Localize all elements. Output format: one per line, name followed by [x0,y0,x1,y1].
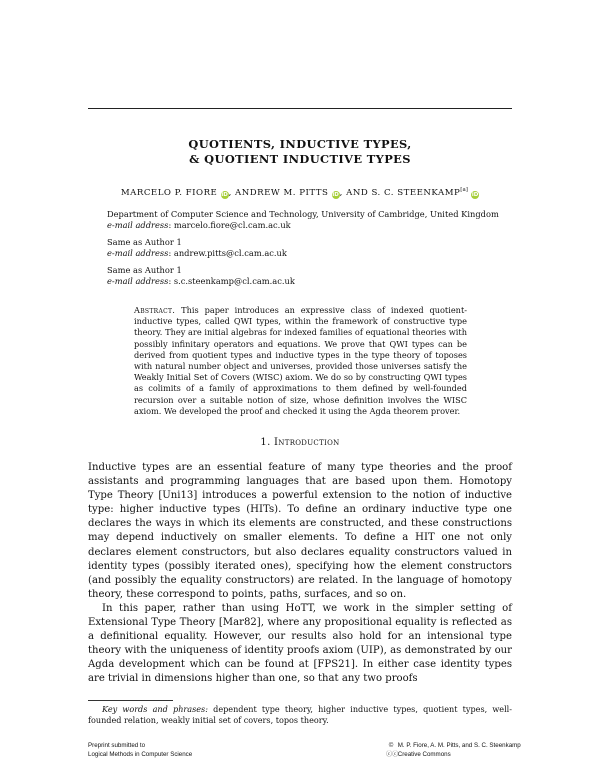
footer-license [386,742,521,759]
paper-title-line-1: QUOTIENTS, INDUCTIVE TYPES, [188,137,412,151]
author-name: S. C. STEENKAMP [371,187,461,198]
footer-preprint-note [88,742,192,759]
author-list [88,185,512,199]
footnote-keywords [88,704,512,725]
author-name: MARCELO P. FIORE [120,187,218,198]
author-footnote-mark: [a] [460,187,468,193]
section-number: 1. [260,437,271,448]
paper-title-line-2: & QUOTIENT INDUCTIVE TYPES [189,152,411,166]
body-text [88,461,512,687]
footer-line: Preprint submitted to [88,742,146,749]
orcid-icon[interactable]: iD [221,191,228,198]
creative-commons-icon: ⓒⓒ [386,750,399,758]
author-separator: , AND [339,187,372,198]
email-label: e-mail address [107,220,169,230]
email-address: : s.c.steenkamp@cl.cam.ac.uk [168,276,295,286]
abstract-heading: Abstract. [134,305,176,315]
section-title: Introduction [274,437,340,448]
affiliation-org: Same as Author 1 [107,265,182,275]
affiliation-org: Same as Author 1 [107,237,182,247]
author-name: ANDREW M. PITTS [235,187,329,198]
email-label: e-mail address [107,276,169,286]
abstract-text: This paper introduces an expressive class of indexed quotient-inductive types, called QWI types, within the framework of constructive type theory. They are initial algebras for indexed families of equational theories with possibly infinitary operators and equations. We prove that QWI types can be derived from quotient types and inductive types in the type theory of toposes with natural number object and universes, provided those universes satisfy the Weakly Initial Set of Covers (WISC) axiom. We do so by constructing QWI types as colimits of a family of approximations to them defined by well-founded recursion over a suitable notion of size, whose definition involves the WISC axiom. We developed the proof and checked it using the Agda theorem prover. [134,305,468,416]
copyright-icon: © [388,742,394,749]
affiliation-org: Department of Computer Science and Technology, University of Cambridge, United Kingdom [107,209,499,219]
affiliation-2 [107,237,287,259]
orcid-icon[interactable]: iD [471,191,479,198]
paragraph: Inductive types are an essential feature of many type theories and the proof assistants and programming languages that are based upon them. Homotopy Type Theory [Uni13] introduces a powerful extension to the notion of inductive type: higher inductive types (HITs). To define an ordinary inductive type one declares the ways in which its elements are constructed, and these constructions may depend inductively on smaller elements. To define a HIT one not only declares element constructors, but also declares equality constructors valued in identity types (possibly iterated ones), specifying how the element constructors (and possibly the equality constructors) are related. In the language of homotopy theory, these correspond to points, paths, surfaces, and so on. [88,462,512,600]
footer-license-name: Creative Commons [397,750,451,758]
header-rule [88,108,512,109]
footer-journal: Logical Methods in Computer Science [88,750,193,758]
keywords-label: Key words and phrases: [102,704,208,714]
author-separator: , [228,187,236,198]
affiliation-3 [107,265,295,287]
orcid-icon[interactable]: iD [332,191,339,198]
keywords-text: dependent type theory, higher inductive types, quotient types, well-founded relation, weakly initial set of covers, topos theory. [88,704,513,725]
footnote-rule [88,700,173,701]
section-heading [88,437,512,449]
email-address: : marcelo.fiore@cl.cam.ac.uk [168,220,291,230]
affiliation-1 [107,209,499,231]
abstract [134,305,467,417]
email-label: e-mail address [107,248,169,258]
paragraph: In this paper, rather than using HoTT, we work in the simpler setting of Extensional Type Theory [Mar82], where any propositional equality is reflected as a definitional equality. However, our results also hold for an intensional type theory with the uniqueness of identity proofs axiom (UIP), as demonstrated by our Agda development which can be found at [FPS21]. In either case identity types are trivial in dimensions higher than one, so that any two proofs [88,602,512,685]
footer-copyright-holders: M. P. Fiore, A. M. Pitts, and S. C. Steenkamp [397,742,521,749]
email-address: : andrew.pitts@cl.cam.ac.uk [168,248,287,258]
